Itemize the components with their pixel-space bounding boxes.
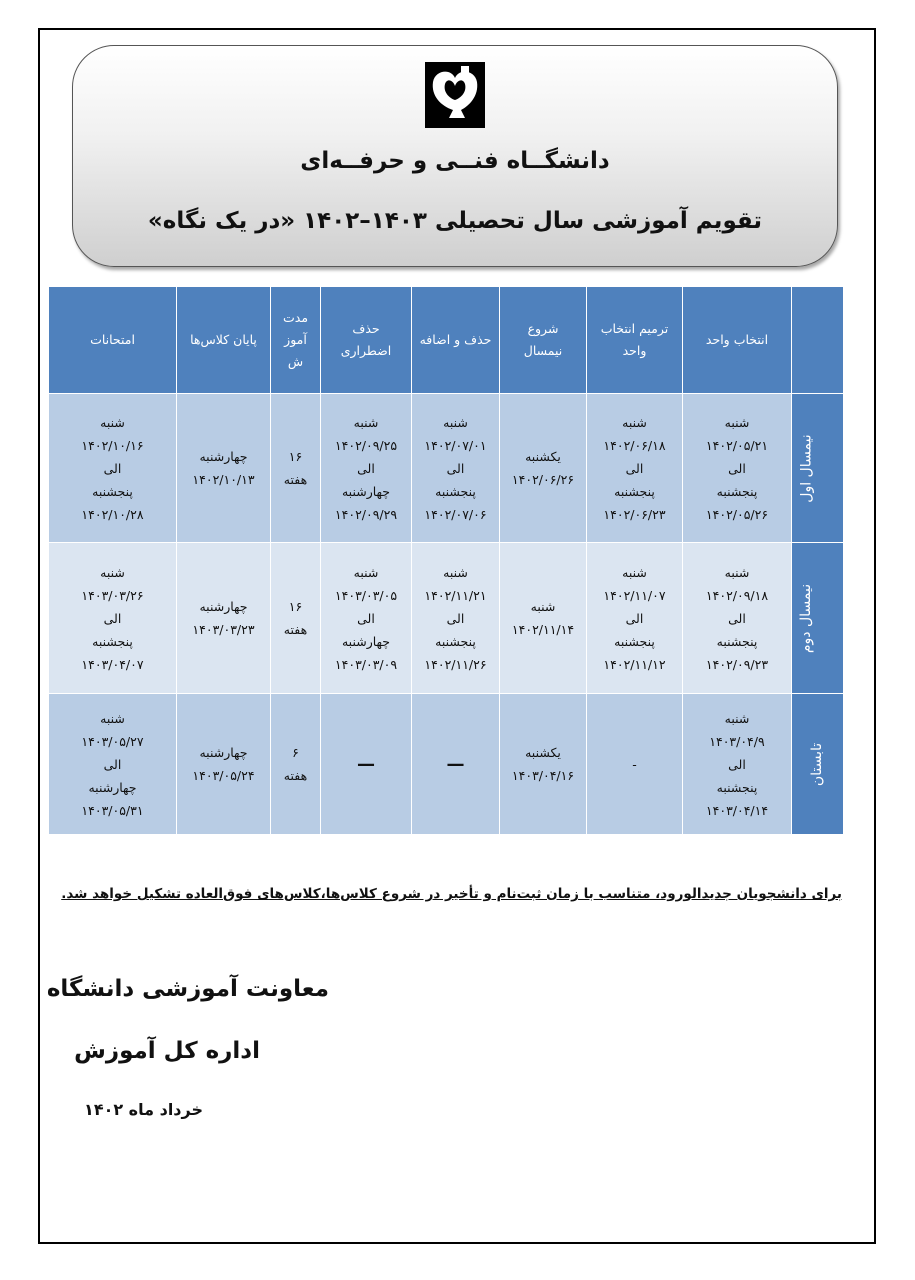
new-students-note: برای دانشجویان جدیدالورود، متناسب با زمان ثبت‌نام و تأخیر در شروع کلاس‌ها،کلاس‌های فوق‌العاده تشکیل خواهد شد. xyxy=(61,886,842,902)
table-header-row xyxy=(49,287,844,394)
table-cell: شنبه ۱۴۰۳/۰۳/۰۵ الی چهارشنبه ۱۴۰۳/۰۳/۰۹ xyxy=(321,543,412,694)
header-cell: انتخاب واحد xyxy=(683,287,792,394)
table-cell: - xyxy=(587,694,683,835)
semester-label: نیمسال دوم xyxy=(792,543,844,694)
table-cell: شنبه ۱۴۰۲/۰۵/۲۱ الی پنجشنبه ۱۴۰۲/۰۵/۲۶ xyxy=(683,394,792,543)
header-cell: مدت آموز ش xyxy=(271,287,321,394)
table-cell: یکشنبه ۱۴۰۳/۰۴/۱۶ xyxy=(500,694,587,835)
table-cell: شنبه ۱۴۰۲/۰۷/۰۱ الی پنجشنبه ۱۴۰۲/۰۷/۰۶ xyxy=(412,394,500,543)
table-cell: — xyxy=(412,694,500,835)
table-cell: شنبه ۱۴۰۲/۱۰/۱۶ الی پنجشنبه ۱۴۰۲/۱۰/۲۸ xyxy=(49,394,177,543)
header-cell: حذف و اضافه xyxy=(412,287,500,394)
table-cell: شنبه ۱۴۰۳/۰۳/۲۶ الی پنجشنبه ۱۴۰۳/۰۴/۰۷ xyxy=(49,543,177,694)
semester-label: تابستان xyxy=(792,694,844,835)
signature-office: معاونت آموزشی دانشگاه xyxy=(46,976,329,1002)
table-cell: شنبه ۱۴۰۳/۰۴/۹ الی پنجشنبه ۱۴۰۳/۰۴/۱۴ xyxy=(683,694,792,835)
table-cell: چهارشنبه ۱۴۰۲/۱۰/۱۳ xyxy=(177,394,271,543)
signature-date: خرداد ماه ۱۴۰۲ xyxy=(84,1100,203,1119)
table-cell: چهارشنبه ۱۴۰۳/۰۳/۲۳ xyxy=(177,543,271,694)
table-row xyxy=(49,394,844,543)
table-cell: شنبه ۱۴۰۳/۰۵/۲۷ الی چهارشنبه ۱۴۰۳/۰۵/۳۱ xyxy=(49,694,177,835)
university-logo xyxy=(425,62,485,128)
calendar-title: تقویم آموزشی سال تحصیلی ۱۴۰۳–۱۴۰۲ «در یک نگاه» xyxy=(147,208,763,234)
signature-department: اداره کل آموزش xyxy=(74,1038,260,1064)
academic-calendar-table xyxy=(48,286,844,835)
table-cell: شنبه ۱۴۰۲/۰۹/۱۸ الی پنجشنبه ۱۴۰۲/۰۹/۲۳ xyxy=(683,543,792,694)
table-cell: شنبه ۱۴۰۲/۱۱/۱۴ xyxy=(500,543,587,694)
header-cell: شروع نیمسال xyxy=(500,287,587,394)
table-row xyxy=(49,543,844,694)
header-cell: حذف اضطراری xyxy=(321,287,412,394)
table-cell: شنبه ۱۴۰۲/۰۹/۲۵ الی چهارشنبه ۱۴۰۲/۰۹/۲۹ xyxy=(321,394,412,543)
table-cell: یکشنبه ۱۴۰۲/۰۶/۲۶ xyxy=(500,394,587,543)
header-corner xyxy=(792,287,844,394)
table-cell: چهارشنبه ۱۴۰۳/۰۵/۲۴ xyxy=(177,694,271,835)
header-cell: پایان کلاس‌ها xyxy=(177,287,271,394)
table-cell: شنبه ۱۴۰۲/۱۱/۰۷ الی پنجشنبه ۱۴۰۲/۱۱/۱۲ xyxy=(587,543,683,694)
header-cell: ترمیم انتخاب واحد xyxy=(587,287,683,394)
table-row xyxy=(49,694,844,835)
table-cell: — xyxy=(321,694,412,835)
university-name: دانشگــاه فنــی و حرفــه‌ای xyxy=(300,148,610,174)
table-cell: شنبه ۱۴۰۲/۰۶/۱۸ الی پنجشنبه ۱۴۰۲/۰۶/۲۳ xyxy=(587,394,683,543)
table-cell: ۱۶ هفته xyxy=(271,394,321,543)
semester-label: نیمسال اول xyxy=(792,394,844,543)
header-cell: امتحانات xyxy=(49,287,177,394)
table-cell: ۱۶ هفته xyxy=(271,543,321,694)
table-cell: شنبه ۱۴۰۲/۱۱/۲۱ الی پنجشنبه ۱۴۰۲/۱۱/۲۶ xyxy=(412,543,500,694)
table-cell: ۶ هفته xyxy=(271,694,321,835)
